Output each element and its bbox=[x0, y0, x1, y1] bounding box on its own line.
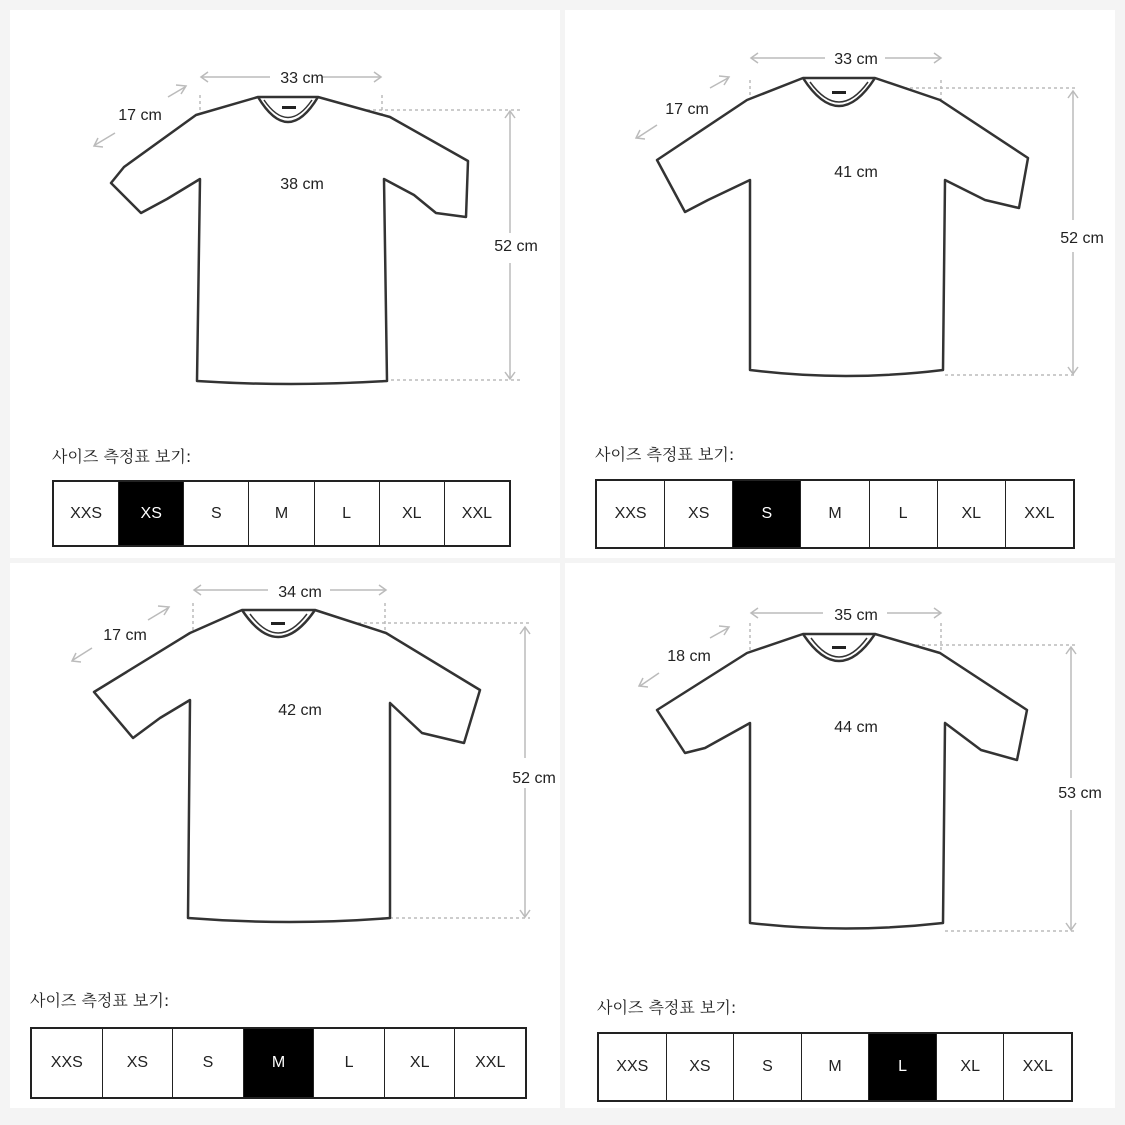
size-option-l[interactable]: L bbox=[313, 1029, 384, 1097]
shoulder-width-label: 35 cm bbox=[834, 607, 878, 624]
body-length-label: 53 cm bbox=[1058, 785, 1102, 802]
size-option-m[interactable]: M bbox=[801, 1034, 869, 1100]
size-chart-label: 사이즈 측정표 보기: bbox=[595, 445, 735, 464]
size-option-m[interactable]: M bbox=[800, 481, 868, 547]
size-option-xs[interactable]: XS bbox=[118, 482, 183, 545]
size-card-s bbox=[565, 10, 1115, 558]
size-card-m bbox=[10, 563, 560, 1108]
size-option-s[interactable]: S bbox=[172, 1029, 243, 1097]
size-option-xs[interactable]: XS bbox=[102, 1029, 173, 1097]
size-option-xxl[interactable]: XXL bbox=[444, 482, 509, 545]
size-option-xl[interactable]: XL bbox=[384, 1029, 455, 1097]
shoulder-width-label: 34 cm bbox=[278, 584, 322, 601]
body-length-label: 52 cm bbox=[1060, 230, 1104, 247]
size-option-l[interactable]: L bbox=[314, 482, 379, 545]
size-option-xxs[interactable]: XXS bbox=[614, 505, 647, 522]
size-option-l[interactable]: L bbox=[869, 481, 937, 547]
size-option-s[interactable]: S bbox=[733, 1034, 801, 1100]
size-chart-label: 사이즈 측정표 보기: bbox=[52, 447, 192, 466]
size-option-xxl[interactable]: XXL bbox=[1003, 1034, 1071, 1100]
sleeve-length-label: 18 cm bbox=[667, 648, 711, 665]
size-selector bbox=[30, 1027, 527, 1099]
size-option-xxl[interactable]: XXL bbox=[1005, 481, 1073, 547]
size-option-xl[interactable]: XL bbox=[379, 482, 444, 545]
size-card-l bbox=[565, 563, 1115, 1108]
chest-width-label: 42 cm bbox=[278, 702, 322, 719]
size-option-xxl[interactable]: XXL bbox=[454, 1029, 525, 1097]
size-option-xxs[interactable]: XXS bbox=[616, 1058, 649, 1075]
size-option-m[interactable]: M bbox=[243, 1029, 314, 1097]
size-selector bbox=[52, 480, 511, 547]
size-option-xl[interactable]: XL bbox=[937, 481, 1005, 547]
size-option-xs[interactable]: XS bbox=[664, 481, 732, 547]
size-selector bbox=[595, 479, 1075, 549]
shoulder-width-label: 33 cm bbox=[280, 70, 324, 87]
size-selector bbox=[597, 1032, 1073, 1102]
size-option-xl[interactable]: XL bbox=[936, 1034, 1004, 1100]
body-length-label: 52 cm bbox=[494, 238, 538, 255]
sleeve-length-label: 17 cm bbox=[118, 107, 162, 124]
size-option-l[interactable]: L bbox=[868, 1034, 936, 1100]
size-chart-label: 사이즈 측정표 보기: bbox=[30, 991, 170, 1010]
chest-width-label: 44 cm bbox=[834, 719, 878, 736]
tshirt-diagram bbox=[70, 578, 556, 928]
chest-width-label: 41 cm bbox=[834, 164, 878, 181]
size-option-xxs[interactable]: XXS bbox=[70, 504, 103, 522]
size-option-s[interactable]: S bbox=[732, 481, 800, 547]
tshirt-diagram bbox=[90, 55, 538, 405]
chest-width-label: 38 cm bbox=[280, 176, 324, 193]
tshirt-diagram bbox=[635, 40, 1104, 390]
tshirt-diagram bbox=[635, 598, 1102, 948]
size-option-m[interactable]: M bbox=[248, 482, 313, 545]
size-card-xs bbox=[10, 10, 560, 558]
size-option-xs[interactable]: XS bbox=[666, 1034, 734, 1100]
size-chart-label: 사이즈 측정표 보기: bbox=[597, 998, 737, 1017]
sleeve-length-label: 17 cm bbox=[103, 627, 147, 644]
shoulder-width-label: 33 cm bbox=[834, 51, 878, 68]
body-length-label: 52 cm bbox=[512, 770, 556, 787]
size-option-s[interactable]: S bbox=[183, 482, 248, 545]
size-option-xxs[interactable]: XXS bbox=[50, 1054, 83, 1071]
sleeve-length-label: 17 cm bbox=[665, 101, 709, 118]
